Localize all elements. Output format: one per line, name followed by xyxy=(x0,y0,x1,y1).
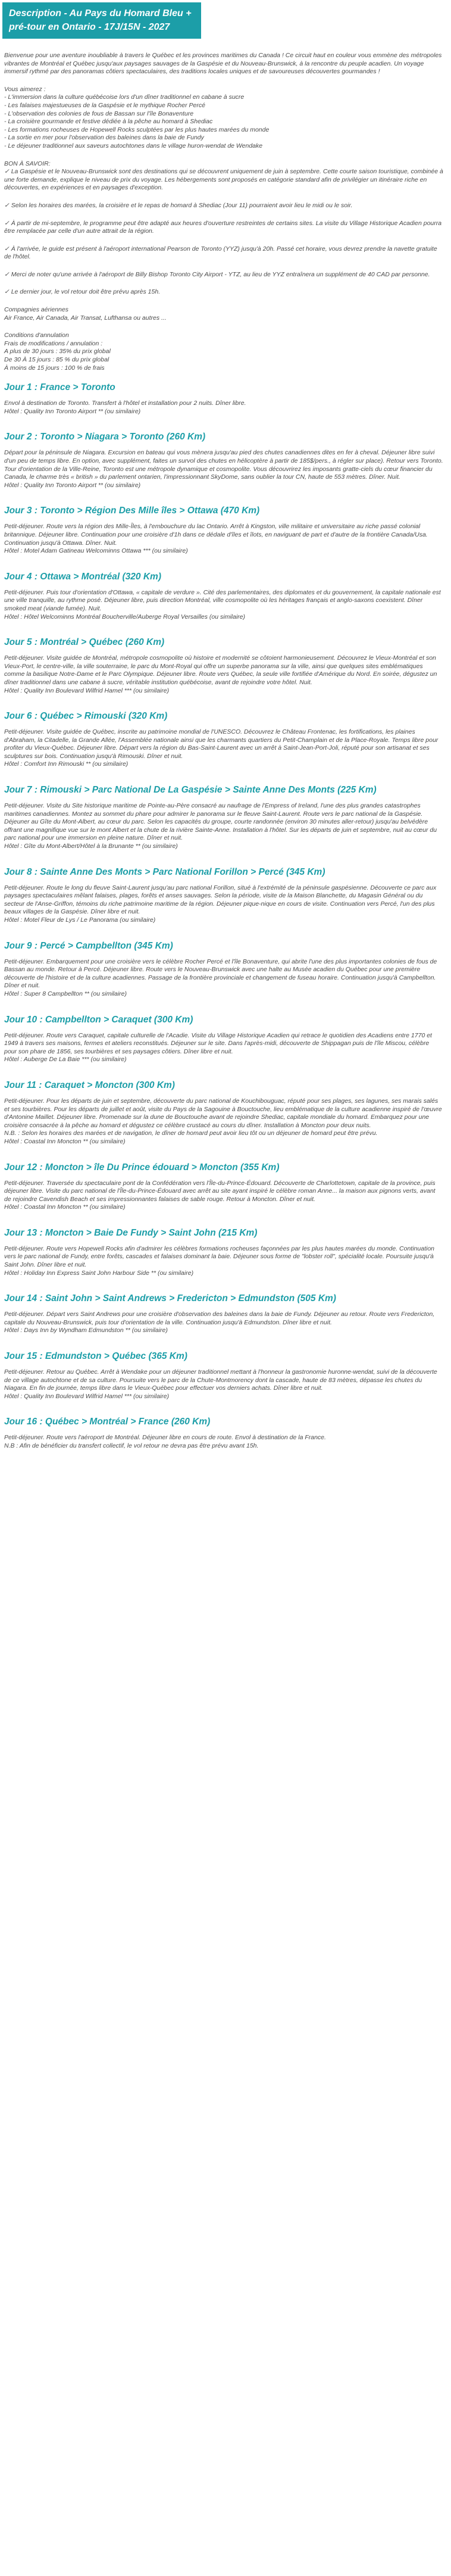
day-description: Petit-déjeuner. Retour au Québec. Arrêt à Wendake pour un déjeuner traditionnel mettant à l'honneur la gastronomie huronne-wendat, suivi de la découverte de ce village autochtone et de sa culture. Poursuite vers le parc de la Chute-Montmorency dont la cascade, haute de 83 mètres, dépasse les chutes du Niagara. En fin de journée, temps libre dans le Vieux-Québec pour effectuer vos derniers achats. Dîner libre et nuit. xyxy=(4,1368,437,1392)
day-title: Jour 3 : Toronto > Région Des Mille îles > Ottawa (470 Km) xyxy=(4,506,260,516)
day-description: Petit-déjeuner. Route le long du fleuve Saint-Laurent jusqu'au parc national Forillon, situé à l'extrémité de la péninsule gaspésienne. Découverte ce parc aux paysages spectaculaires mêlant falaises, plages, forêts et anses sauvages. Selon la période, visite de la Maison Blanchette, du Magasin Général ou du secteur de l'Anse-Griffon, témoins du riche patrimoine maritime de la région. Déjeuner pique-nique en cours de visite. Continuation vers Percé, l'un des plus beaux villages de la Gaspésie. Dîner libre et nuit. xyxy=(4,884,437,916)
intro-paragraph: Bienvenue pour une aventure inoubliable à travers le Québec et les provinces maritimes du Canada ! Ce circuit haut en couleur vous emmène des métropoles vibrantes de Montréal et Québec jusqu'aux paysages sauvages de la Gaspésie et du Nouveau-Brunswick, à la rencontre du peuple acadien. Un voyage immersif rythmé par des panoramas côtiers spectaculaires, des traditions locales uniques et de savoureuses découvertes gourmandes ! xyxy=(4,52,442,76)
day-hotel: Hôtel : Super 8 Campbellton ** (ou similaire) xyxy=(4,990,127,997)
day-title: Jour 11 : Caraquet > Moncton (300 Km) xyxy=(4,1080,175,1090)
day-section xyxy=(4,382,443,416)
day-description: Petit-déjeuner. Puis tour d'orientation d'Ottawa, « capitale de verdure ». Cité des parlementaires, des diplomates et du gouvernement, la capitale nationale est une ville tranquille, au rythme posé. Déjeuner libre, puis direction Montréal, ville cosmopolite où les héritages français et anglo-saxons coexistent. Dîner smoked meat (viande fumée). Nuit. xyxy=(4,588,441,612)
day-section xyxy=(4,1014,443,1064)
highlights-heading: Vous aimerez : xyxy=(4,85,46,93)
day-description: Petit-déjeuner. Route vers l'aéroport de Montréal. Déjeuner libre en cours de route. Envol à destination de la France. xyxy=(4,1434,326,1442)
day-section xyxy=(4,637,443,695)
day-hotel: Hôtel : Gîte du Mont-Albert/Hôtel à la Brunante ** (ou similaire) xyxy=(4,843,178,850)
day-hotel: Hôtel : Comfort Inn Rimouski ** (ou similaire) xyxy=(4,760,129,768)
day-section xyxy=(4,784,443,851)
day-section xyxy=(4,1416,443,1450)
day-title: Jour 4 : Ottawa > Montréal (320 Km) xyxy=(4,571,161,582)
day-title: Jour 1 : France > Toronto xyxy=(4,382,115,393)
day-title: Jour 8 : Sainte Anne Des Monts > Parc National Forillon > Percé (345 Km) xyxy=(4,866,325,877)
condition-line: De 30 À 15 jours : 85 % du prix global xyxy=(4,356,109,364)
day-description: Envol à destination de Toronto. Transfert à l'hôtel et installation pour 2 nuits. Dîner libre. xyxy=(4,400,246,407)
day-title: Jour 10 : Campbellton > Caraquet (300 Km) xyxy=(4,1014,193,1025)
highlight-item: - Les falaises majestueuses de la Gaspésie et le mythique Rocher Percé xyxy=(4,101,205,109)
day-hotel: Hôtel : Quality Inn Boulevard Wilfrid Hamel *** (ou similaire) xyxy=(4,687,170,694)
description-content xyxy=(4,52,443,1466)
highlight-item: - L'immersion dans la culture québécoise lors d'un dîner traditionnel en cabane à sucre xyxy=(4,93,245,101)
companies-heading: Compagnies aériennes xyxy=(4,306,68,314)
itinerary xyxy=(4,382,443,1450)
companies-section xyxy=(4,306,443,322)
day-title: Jour 5 : Montréal > Québec (260 Km) xyxy=(4,637,165,648)
day-hotel: N.B : Afin de bénéficier du transfert collectif, le vol retour ne devra pas être prévu avant 15h. xyxy=(4,1442,259,1449)
day-hotel: Hôtel : Quality Inn Boulevard Wilfrid Hamel *** (ou similaire) xyxy=(4,1392,170,1400)
day-hotel: Hôtel : Holiday Inn Express Saint John Harbour Side ** (ou similaire) xyxy=(4,1269,194,1277)
day-section xyxy=(4,1080,443,1146)
note-paragraph: ✓ Merci de noter qu'une arrivée à l'aéroport de Billy Bishop Toronto City Airport - YTZ, au lieu de YYZ entraînera un supplément de 40 CAD par personne. xyxy=(4,270,430,278)
highlight-item: - L'observation des colonies de fous de Bassan sur l'île Bonaventure xyxy=(4,110,194,117)
day-title: Jour 12 : Moncton > île Du Prince édouard > Moncton (355 Km) xyxy=(4,1162,280,1172)
highlight-item: - La croisière gourmande et festive dédiée à la pêche au homard à Shediac xyxy=(4,118,213,126)
day-title: Jour 13 : Moncton > Baie De Fundy > Saint John (215 Km) xyxy=(4,1227,258,1238)
day-description: Petit-déjeuner. Route vers Hopewell Rocks afin d'admirer les célèbres formations rocheuses façonnées par les plus hautes marées du monde. Continuation vers le parc national de Fundy, entre forêts, cascades et falaises dominant la baie. Déjeuner sous forme de "lobster roll", spécialité locale. Poursuite jusqu'à Saint John. Dîner libre et nuit. xyxy=(4,1245,434,1269)
day-section xyxy=(4,431,443,489)
highlight-item: - La sortie en mer pour l'observation des baleines dans la baie de Fundy xyxy=(4,134,204,142)
condition-line: A plus de 30 jours : 35% du prix global xyxy=(4,348,111,355)
day-title: Jour 9 : Percé > Campbellton (345 Km) xyxy=(4,940,173,951)
day-section xyxy=(4,866,443,925)
day-title: Jour 6 : Québec > Rimouski (320 Km) xyxy=(4,711,168,722)
condition-line: Frais de modifications / annulation : xyxy=(4,339,103,347)
notes-heading: BON À SAVOIR: xyxy=(4,160,51,167)
note-paragraph: ✓ Selon les horaires des marées, la croisière et le repas de homard à Shediac (Jour 11) pourraient avoir lieu le midi ou le soir. xyxy=(4,201,353,209)
day-title: Jour 15 : Edmundston > Québec (365 Km) xyxy=(4,1351,187,1362)
day-section xyxy=(4,1227,443,1277)
day-section xyxy=(4,1293,443,1335)
day-section xyxy=(4,505,443,555)
day-description: Petit-déjeuner. Visite guidée de Montréal, métropole cosmopolite où histoire et modernité se côtoient harmonieusement. Découvrez le Vieux-Montréal et son Vieux-Port, le centre-ville, la ville souterraine, le parc du Mont-Royal qui offre un superbe panorama sur la ville, ainsi que quelques sites emblématiques comme la basilique Notre-Dame et le Parc Olympique. Déjeuner libre. Route vers Québec, la seule ville fortifiée d'Amérique du Nord. En soirée, dégustez un dîner traditionnel dans une cabane à sucre, véritable institution québécoise, avant de rejoindre votre hôtel. Nuit. xyxy=(4,654,437,686)
day-section xyxy=(4,710,443,769)
note-paragraph: ✓ À l'arrivée, le guide est présent à l'aéroport international Pearson de Toronto (YYZ) jusqu'à 20h. Passé cet horaire, vous devrez prendre la navette gratuite de l'hôtel. xyxy=(4,245,437,261)
day-hotel: Hôtel : Coastal Inn Moncton ** (ou similaire) xyxy=(4,1203,126,1211)
day-description: Petit-déjeuner. Route vers Caraquet, capitale culturelle de l'Acadie. Visite du Village Historique Acadien qui retrace le quotidien des Acadiens entre 1770 et 1949 à travers ses maisons, fermes et ateliers reconstitués. Déjeuner sur le site. Dans l'après-midi, découverte de Shippagan puis de l'île Miscou, célèbre pour son phare de 1856, ses tourbières et ses paysages côtiers. Dîner libre et nuit. xyxy=(4,1031,432,1055)
day-hotel: Hôtel : Motel Fleur de Lys / Le Panorama (ou similaire) xyxy=(4,916,156,924)
day-title: Jour 7 : Rimouski > Parc National De La Gaspésie > Sainte Anne Des Monts (225 Km) xyxy=(4,785,377,796)
page-title: Description - Au Pays du Homard Bleu + pré-tour en Ontario - 17J/15N - 2027 xyxy=(2,2,201,39)
condition-line: À moins de 15 jours : 100 % de frais xyxy=(4,364,105,372)
day-title: Jour 16 : Québec > Montréal > France (260 Km) xyxy=(4,1417,211,1427)
day-hotel: Hôtel : Hôtel Welcominns Montréal Boucherville/Auberge Royal Versailles (ou similaire) xyxy=(4,613,245,620)
day-description: Petit-déjeuner. Visite guidée de Québec, inscrite au patrimoine mondial de l'UNESCO. Découvrez le Château Frontenac, les fortifications, les plaines d'Abraham, la Citadelle, la Grande Allée, l'Assemblée nationale ainsi que les charmants quartiers du Petit-Champlain et de la Place-Royale. Temps libre pour profiter du Vieux-Québec. Déjeuner libre. Départ vers la région du Bas-Saint-Laurent avec un arrêt à Saint-Jean-Port-Joli, réputé pour son artisanat et ses sculptures sur bois. Continuation jusqu'à Rimouski. Dîner et nuit. xyxy=(4,728,439,760)
day-hotel: Hôtel : Quality Inn Toronto Airport ** (ou similaire) xyxy=(4,481,141,489)
highlight-item: - Les formations rocheuses de Hopewell Rocks sculptées par les plus hautes marées du monde xyxy=(4,126,270,133)
day-hotel: Hôtel : Days Inn by Wyndham Edmundston ** (ou similaire) xyxy=(4,1327,168,1334)
day-section xyxy=(4,1162,443,1212)
day-description: Départ pour la péninsule de Niagara. Excursion en bateau qui vous mènera jusqu'au pied des chutes canadiennes dites en fer à cheval. Déjeuner libre suivi d'un peu de temps libre. En option, avec supplément, faites un survol des chutes en hélicoptère à partir de 185$/pers., à régler sur place). Retour vers Toronto. Tour d'orientation de la Ville-Reine, Toronto est une métropole dynamique et cosmopolite. Vous découvrirez les imposants gratte-ciels du cœur financier du Canada, le charme très « british » du parlement ontarien, l'impressionnant SkyDome, sans oublier la tour CN, haute de 553 mètres. Dîner. Nuit. xyxy=(4,449,443,481)
day-description: Petit-déjeuner. Visite du Site historique maritime de Pointe-au-Père consacré au naufrage de l'Empress of Ireland, l'une des plus grandes catastrophes maritimes canadiennes. Montez au sommet du phare pour admirer le panorama sur le fleuve Saint-Laurent. Route vers le parc national de la Gaspésie. Déjeuner au Gîte du Mont-Albert, au cœur du parc. Selon les capacités du groupe, courte randonnée (environ 30 minutes aller-retour) jusqu'au belvédère offrant une magnifique vue sur le mont Albert et la chute de la rivière Sainte-Anne. Installation à l'hôtel. Sur les départs de juin et septembre, nuit au cœur du parc national pour une immersion en pleine nature. Dîner et nuit. xyxy=(4,802,437,842)
day-section xyxy=(4,571,443,621)
day-hotel: Hôtel : Auberge De La Baie *** (ou similaire) xyxy=(4,1056,127,1064)
day-title: Jour 2 : Toronto > Niagara > Toronto (260 Km) xyxy=(4,432,206,442)
day-hotel: Hôtel : Quality Inn Toronto Airport ** (ou similaire) xyxy=(4,407,141,415)
highlights-section xyxy=(4,86,443,151)
day-description: Petit-déjeuner. Traversée du spectaculaire pont de la Confédération vers l'Île-du-Prince-Édouard. Découverte de Charlottetown, capitale de la province, puis déjeuner libre. Visite du parc national de l'Île-du-Prince-Édouard avec arrêt au site ayant inspiré le célèbre roman Anne... la maison aux pignons verts, avant de rejoindre Cavendish Beach et ses impressionnantes falaises de sable rouge. Retour à Moncton. Dîner et nuit. xyxy=(4,1179,436,1203)
notes-section xyxy=(4,160,443,297)
day-description: Petit-déjeuner. Route vers la région des Mille-Îles, à l'embouchure du lac Ontario. Arrêt à Kingston, ville militaire et universitaire au riche passé colonial britannique. Déjeuner libre. Continuation pour une croisière d'1h dans ce dédale d'îles et îlots, en naviguant de part et d'autre de la frontière Canada/Usa. Continuation jusqu'à Ottawa. Dîner. Nuit. xyxy=(4,523,428,547)
companies-text: Air France, Air Canada, Air Transat, Lufthansa ou autres ... xyxy=(4,314,167,322)
conditions-section xyxy=(4,332,443,372)
note-paragraph: ✓ Le dernier jour, le vol retour doit être prévu après 15h. xyxy=(4,288,161,296)
day-section xyxy=(4,940,443,999)
highlight-item: - Le déjeuner traditionnel aux saveurs autochtones dans le village huron-wendat de Wendake xyxy=(4,142,263,149)
day-hotel: Hôtel : Coastal Inn Moncton ** (ou similaire) xyxy=(4,1137,126,1145)
day-hotel: N.B. : Selon les horaires des marées et de navigation, le dîner de homard peut avoir lieu tôt ou un déjeuner de homard peut être prévu. xyxy=(4,1130,378,1137)
day-hotel: Hôtel : Motel Adam Gatineau Welcominns Ottawa *** (ou similaire) xyxy=(4,547,188,555)
note-paragraph: ✓ La Gaspésie et le Nouveau-Brunswick sont des destinations qui se découvrent uniquement de juin à septembre. Cette courte saison touristique, combinée à une forte demande, explique le niveau de prix du voyage. Les hébergements sont proposés en catégorie standard afin de privilégier un itinéraire riche en découvertes, en expériences et en paysages d'exception. xyxy=(4,168,443,192)
day-description: Petit-déjeuner. Embarquement pour une croisière vers le célèbre Rocher Percé et l'île Bonaventure, qui abrite l'une des plus importantes colonies de fous de Bassan au monde. Retour à Percé. Déjeuner libre. Route vers le Nouveau-Brunswick avec une halte au Musée acadien du Québec pour une première découverte de l'histoire et de la culture acadiennes. Passage de la frontière provinciale et changement de fuseau horaire. Continuation jusqu'à Campbellton. Dîner et nuit. xyxy=(4,958,437,990)
day-section xyxy=(4,1351,443,1401)
day-description: Petit-déjeuner. Départ vers Saint Andrews pour une croisière d'observation des baleines dans la baie de Fundy. Déjeuner au retour. Route vers Fredericton, capitale du Nouveau-Brunswick, puis tour d'orientation de la ville. Continuation jusqu'à Edmundston. Dîner libre et nuit. xyxy=(4,1311,435,1326)
note-paragraph: ✓ À partir de mi-septembre, le programme peut être adapté aux heures d'ouverture restreintes de certains sites. La visite du Village Historique Acadien pourra être remplacée par celle d'un autre attrait de la région. xyxy=(4,219,442,235)
day-description: Petit-déjeuner. Pour les départs de juin et septembre, découverte du parc national de Kouchibouguac, réputé pour ses plages, ses lagunes, ses marais salés et ses tourbières. Pour les départs de juillet et août, visite du Pays de la Sagouine à Bouctouche, lieu emblématique de la culture acadienne inspiré de l'œuvre d'Antonine Maillet. Déjeuner libre. Promenade sur la dune de Bouctouche avant de rejoindre Shediac, capitale mondiale du homard. Embarquez pour une croisière consacrée à la pêche au homard et dégustez ce célèbre crustacé au cours du dîner. Installation à Moncton pour deux nuits. xyxy=(4,1097,442,1129)
conditions-heading: Conditions d'annulation xyxy=(4,332,69,339)
day-title: Jour 14 : Saint John > Saint Andrews > Fredericton > Edmundston (505 Km) xyxy=(4,1293,336,1304)
